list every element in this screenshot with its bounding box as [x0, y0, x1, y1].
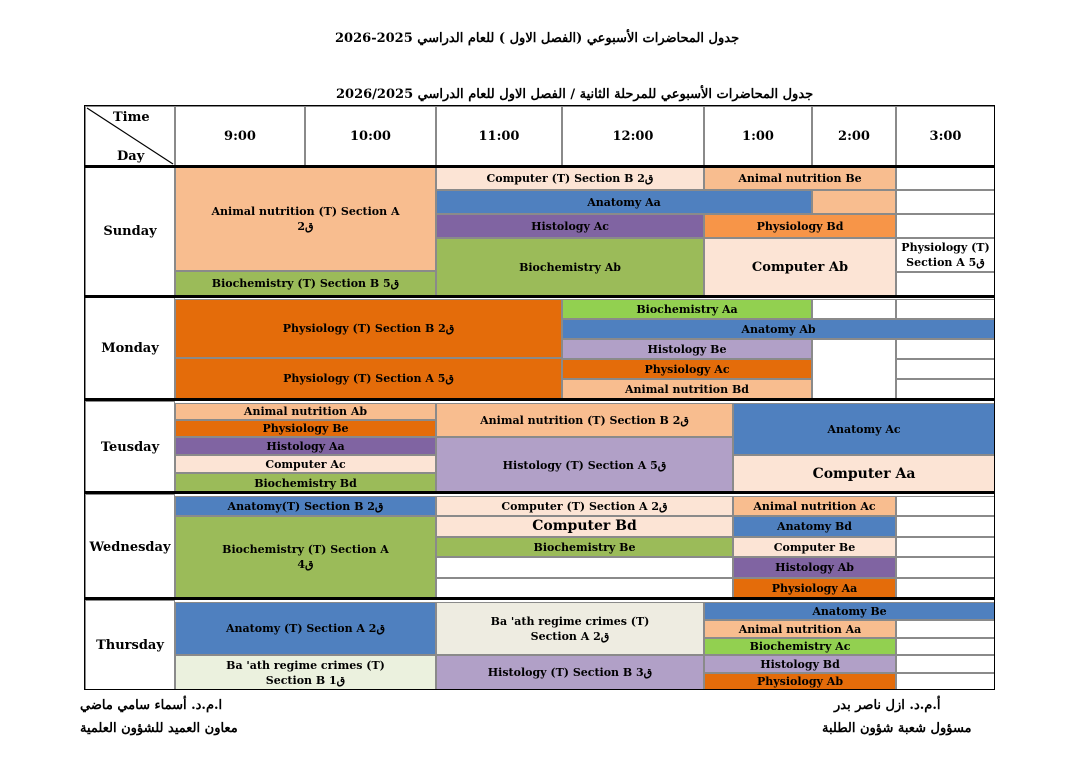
- wed-physiology-aa: Physiology Aa: [733, 578, 896, 598]
- schedule-title: جدول المحاضرات الأسبوعي (الفصل الاول ) للعام الدراسي 2025-2026: [335, 31, 740, 46]
- header-time-2: 11:00: [436, 106, 562, 166]
- thu-baath-t-b-line: Ba 'ath regime crimes (T): [226, 658, 385, 672]
- thu-anatomy-be: Anatomy Be: [704, 602, 995, 620]
- thu-baath-t-a-line: Section A ق2: [530, 629, 610, 643]
- wed-biochemistry-t-a-line: Biochemistry (T) Section A: [222, 543, 389, 556]
- tue-anatomy-ac: Anatomy Ac: [733, 403, 995, 455]
- sun-empty-1: [896, 166, 995, 190]
- mon-biochemistry-aa: Biochemistry Aa: [562, 299, 812, 319]
- wed-empty-r2: [896, 537, 995, 557]
- sun-animal-nutrition-t-a: [175, 166, 436, 271]
- wed-animal-nutrition-ac: Animal nutrition Ac: [733, 496, 896, 516]
- schedule-subtitle: جدول المحاضرات الأسبوعي للمرحلة الثانية / الفصل الاول للعام الدراسي 2026/2025: [336, 87, 814, 102]
- sun-empty-3: [896, 214, 995, 238]
- header-time-0: 9:00: [175, 106, 305, 166]
- mon-physiology-t-a: Physiology (T) Section A ق5: [175, 358, 562, 399]
- day-separator: [85, 491, 995, 494]
- header-time-1: 10:00: [305, 106, 436, 166]
- header-time-5: 2:00: [812, 106, 896, 166]
- thu-empty-r3: [896, 673, 995, 690]
- day-label-4: Thursday: [85, 600, 175, 690]
- wed-anatomy-t-b: Anatomy(T) Section B ق2: [175, 496, 436, 516]
- wed-anatomy-bd: Anatomy Bd: [733, 516, 896, 537]
- sun-empty-2: [896, 190, 995, 214]
- tue-animal-nutrition-t-b: Animal nutrition (T) Section B ق2: [436, 403, 733, 437]
- wed-computer-be: Computer Be: [733, 537, 896, 557]
- wed-biochemistry-t-a: [175, 516, 436, 598]
- thu-histology-t-b: Histology (T) Section B ق3: [436, 655, 704, 690]
- tue-computer-aa: Computer Aa: [733, 455, 995, 493]
- tue-biochemistry-bd: Biochemistry Bd: [175, 473, 436, 493]
- header-time-3: 12:00: [562, 106, 704, 166]
- sun-animal-nutrition-t-a-line: ق2: [297, 219, 314, 233]
- sun-biochemistry-ab: Biochemistry Ab: [436, 238, 704, 296]
- day-label-0: Sunday: [85, 166, 175, 297]
- wed-histology-ab: Histology Ab: [733, 557, 896, 578]
- thu-baath-t-b: [175, 655, 436, 690]
- wed-computer-bd: Computer Bd: [436, 516, 733, 537]
- sun-physiology-t-a-line: Physiology (T): [901, 241, 990, 254]
- day-label-1: Monday: [85, 297, 175, 400]
- tue-physiology-be: Physiology Be: [175, 420, 436, 437]
- tue-histology-t-a: Histology (T) Section A ق5: [436, 437, 733, 493]
- tue-computer-ac: Computer Ac: [175, 455, 436, 473]
- right-signature-title: مسؤول شعبة شؤون الطلبة: [822, 721, 972, 736]
- sun-computer-t-b: Computer (T) Section B ق2: [436, 166, 704, 190]
- sun-peach-fill: [812, 190, 896, 214]
- mon-physiology-ac: Physiology Ac: [562, 359, 812, 379]
- sun-empty-4: [896, 272, 995, 296]
- thu-animal-nutrition-aa: Animal nutrition Aa: [704, 620, 896, 638]
- sun-histology-ac: Histology Ac: [436, 214, 704, 238]
- sun-animal-nutrition-t-a-line: Animal nutrition (T) Section A: [211, 204, 400, 218]
- wed-empty-1: [436, 557, 733, 578]
- wed-computer-t-a: Computer (T) Section A ق2: [436, 496, 733, 516]
- wed-biochemistry-be: Biochemistry Be: [436, 537, 733, 557]
- sun-animal-nutrition-be: Animal nutrition Be: [704, 166, 896, 190]
- day-separator: [85, 295, 995, 298]
- sun-physiology-t-a: [896, 238, 995, 272]
- header-time-6: 3:00: [896, 106, 995, 166]
- mon-empty-2: [812, 339, 896, 399]
- mon-empty-r2: [896, 359, 995, 379]
- sun-biochemistry-t-b: Biochemistry (T) Section B ق5: [175, 271, 436, 296]
- day-separator: [85, 398, 995, 401]
- right-signature-name: أ.م.د. ازل ناصر بدر: [834, 698, 941, 713]
- sun-computer-ab: Computer Ab: [704, 238, 896, 296]
- sun-physiology-t-a-line: Section A ق5: [906, 256, 985, 269]
- mon-empty-1: [812, 299, 896, 319]
- tue-histology-aa: Histology Aa: [175, 437, 436, 455]
- day-separator: [85, 165, 995, 168]
- mon-physiology-t-b: Physiology (T) Section B ق2: [175, 299, 562, 358]
- header-day-label: Day: [117, 149, 145, 164]
- wed-empty-r0: [896, 496, 995, 516]
- sun-physiology-bd: Physiology Bd: [704, 214, 896, 238]
- thu-histology-bd: Histology Bd: [704, 655, 896, 673]
- wed-biochemistry-t-a-line: ق4: [297, 558, 314, 571]
- header-time-4: 1:00: [704, 106, 812, 166]
- thu-anatomy-t-a: Anatomy (T) Section A ق2: [175, 602, 436, 655]
- sun-anatomy-aa: Anatomy Aa: [436, 190, 812, 214]
- thu-baath-t-a: [436, 602, 704, 655]
- day-label-2: Teusday: [85, 401, 175, 494]
- wed-empty-2: [436, 578, 733, 598]
- thu-physiology-ab: Physiology Ab: [704, 673, 896, 690]
- mon-anatomy-ab: Anatomy Ab: [562, 319, 995, 339]
- thu-baath-t-b-line: Section B ق1: [265, 673, 346, 687]
- mon-empty-r0: [896, 299, 995, 319]
- thu-empty-r1: [896, 638, 995, 655]
- header-time-label: Time: [113, 110, 150, 125]
- wed-empty-r4: [896, 578, 995, 598]
- thu-empty-r0: [896, 620, 995, 638]
- thu-biochemistry-ac: Biochemistry Ac: [704, 638, 896, 655]
- wed-empty-r1: [896, 516, 995, 537]
- tue-animal-nutrition-ab: Animal nutrition Ab: [175, 403, 436, 420]
- left-signature-name: ا.م.د. أسماء سامي ماضي: [80, 698, 223, 713]
- day-label-3: Wednesday: [85, 494, 175, 600]
- day-separator: [85, 597, 995, 600]
- thu-baath-t-a-line: Ba 'ath regime crimes (T): [490, 614, 650, 628]
- wed-empty-r3: [896, 557, 995, 578]
- thu-empty-r2: [896, 655, 995, 673]
- left-signature-title: معاون العميد للشؤون العلمية: [80, 721, 238, 736]
- mon-histology-be: Histology Be: [562, 339, 812, 359]
- mon-animal-nutrition-bd: Animal nutrition Bd: [562, 379, 812, 399]
- mon-empty-r3: [896, 379, 995, 399]
- mon-empty-r1: [896, 339, 995, 359]
